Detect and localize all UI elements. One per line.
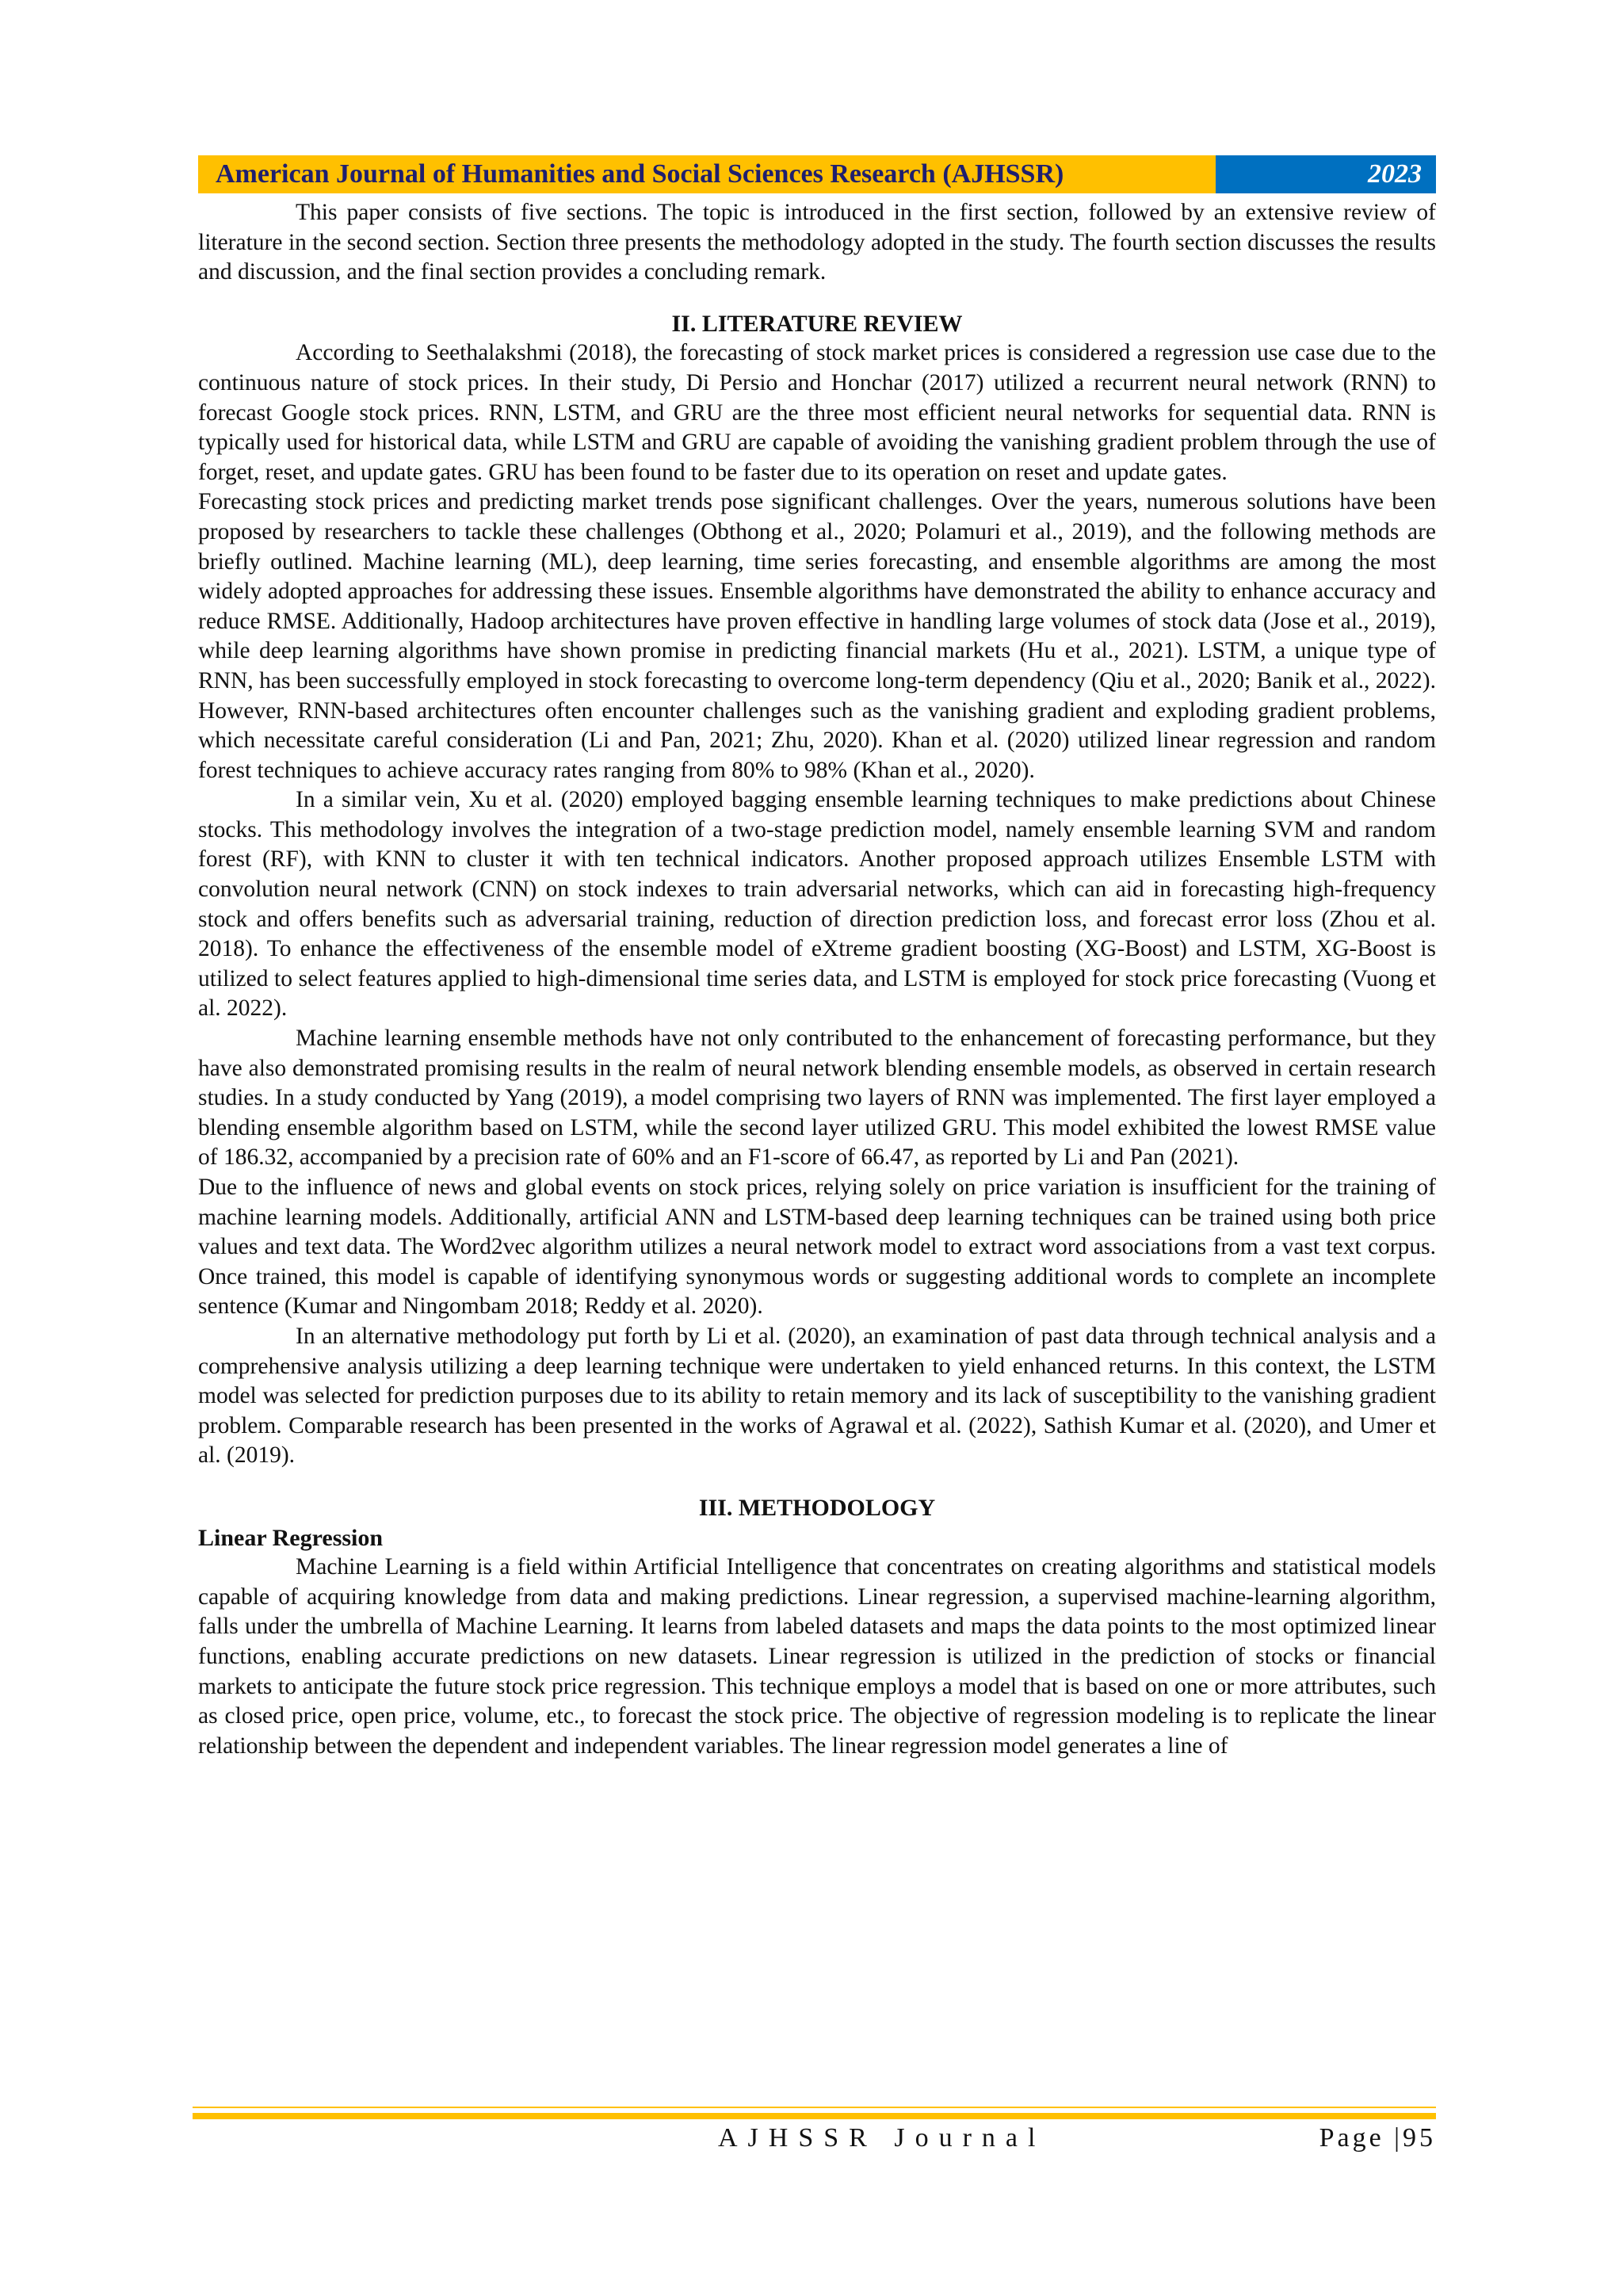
section-heading-literature-review: II. LITERATURE REVIEW — [671, 310, 963, 337]
footer-journal-name: AJHSSR Journal — [718, 2123, 1046, 2153]
section-heading-methodology: III. METHODOLOGY — [698, 1494, 936, 1521]
subheading-linear-regression: Linear Regression — [198, 1524, 384, 1551]
literature-paragraph: In a similar vein, Xu et al. (2020) employed bagging ensemble learning techniques to make predictions about Chinese stocks. This methodology involves the integration of a two-stage prediction model, namely ensemble learning SVM and random forest (RF), with KNN to cluster it with ten technical indicators. Another proposed approach utilizes Ensemble LSTM with convolution neural network (CNN) on stock indexes to train adversarial networks, which can aid in forecasting high-frequency stock and offers benefits such as adversarial training, reduction of direction prediction loss, and forecast error loss (Zhou et al. 2018). To enhance the effectiveness of the ensemble model of eXtreme gradient boosting (XG-Boost) and LSTM, XG-Boost is utilized to select features applied to high-dimensional time series data, and LSTM is employed for stock price forecasting (Vuong et al. 2022). — [198, 787, 1436, 1022]
footer-divider-thin — [193, 2107, 1436, 2108]
intro-paragraph: This paper consists of five sections. The topic is introduced in the first section, followed by an extensive review of literature in the second section. Section three presents the methodology adopted in the study. The fourth section discusses the results and discussion, and the final section provides a concluding remark. — [198, 200, 1436, 285]
journal-name: American Journal of Humanities and Social Sciences Research (AJHSSR) — [198, 155, 1216, 193]
page — [198, 155, 1436, 1761]
literature-paragraph: Machine learning ensemble methods have not only contributed to the enhancement of forecasting performance, but they have also demonstrated promising results in the realm of neural network blending ensemble models, as observed in certain research studies. In a study conducted by Yang (2019), a model comprising two layers of RNN was implemented. The first layer employed a blending ensemble algorithm based on LSTM, while the second layer utilized GRU. This model exhibited the lowest RMSE value of 186.32, accompanied by a precision rate of 60% and an F1-score of 66.47, as reported by Li and Pan (2021). — [198, 1026, 1436, 1171]
footer-divider — [193, 2113, 1436, 2119]
literature-paragraph: In an alternative methodology put forth by Li et al. (2020), an examination of past data through technical analysis and a comprehensive analysis utilizing a deep learning technique were undertaken to yield enhanced returns. In this context, the LSTM model was selected for prediction purposes due to its ability to retain memory and its lack of susceptibility to the vanishing gradient problem. Comparable research has been presented in the works of Agrawal et al. (2022), Sathish Kumar et al. (2020), and Umer et al. (2019). — [198, 1323, 1436, 1469]
literature-paragraph: Forecasting stock prices and predicting market trends pose significant challenges. Over the years, numerous solutions have been proposed by researchers to tackle these challenges (Obthong et al., 2020; Polamuri et al., 2019), and the following methods are briefly outlined. Machine learning (ML), deep learning, time series forecasting, and ensemble algorithms are among the most widely adopted approaches for addressing these issues. Ensemble algorithms have demonstrated the ability to enhance accuracy and reduce RMSE. Additionally, Hadoop architectures have proven effective in handling large volumes of stock data (Jose et al., 2019), while deep learning algorithms have shown promise in predicting financial markets (Hu et al., 2021). LSTM, a unique type of RNN, has been successfully employed in stock forecasting to overcome long-term dependency (Qiu et al., 2020; Banik et al., 2022). However, RNN-based architectures often encounter challenges such as the vanishing gradient and exploding gradient problems, which necessitate careful consideration (Li and Pan, 2021; Zhu, 2020). Khan et al. (2020) utilized linear regression and random forest techniques to achieve accuracy rates ranging from 80% to 98% (Khan et al., 2020). — [198, 489, 1436, 783]
literature-paragraph: According to Seethalakshmi (2018), the forecasting of stock market prices is considered a regression use case due to the continuous nature of stock prices. In their study, Di Persio and Honchar (2017) utilized a recurrent neural network (RNN) to forecast Google stock prices. RNN, LSTM, and GRU are the three most efficient neural networks for sequential data. RNN is typically used for historical data, while LSTM and GRU are capable of avoiding the vanishing gradient problem through the use of forget, reset, and update gates. GRU has been found to be faster due to its operation on reset and update gates. — [198, 340, 1436, 485]
methodology-paragraph: Machine Learning is a field within Artificial Intelligence that concentrates on creating algorithms and statistical models capable of acquiring knowledge from data and making predictions. Linear regression, a supervised machine-learning algorithm, falls under the umbrella of Machine Learning. It learns from labeled datasets and maps the data points to the most optimized linear functions, enabling accurate predictions on new datasets. Linear regression is utilized in the prediction of stocks or financial markets to anticipate the future stock price regression. This technique employs a model that is based on one or more attributes, such as closed price, open price, volume, etc., to forecast the stock price. The objective of regression modeling is to replicate the linear relationship between the dependent and independent variables. The linear regression model generates a line of — [198, 1554, 1436, 1759]
publication-year: 2023 — [1216, 155, 1436, 193]
article-body — [198, 198, 1436, 1761]
footer-page-number: Page |95 — [1319, 2123, 1436, 2153]
running-header — [198, 155, 1436, 193]
literature-paragraph: Due to the influence of news and global events on stock prices, relying solely on price variation is insufficient for the training of machine learning models. Additionally, artificial ANN and LSTM-based deep learning techniques can be trained using both price values and text data. The Word2vec algorithm utilizes a neural network model to extract word associations from a vast text corpus. Once trained, this model is capable of identifying synonymous words or suggesting additional words to complete an incomplete sentence (Kumar and Ningombam 2018; Reddy et al. 2020). — [198, 1175, 1436, 1320]
